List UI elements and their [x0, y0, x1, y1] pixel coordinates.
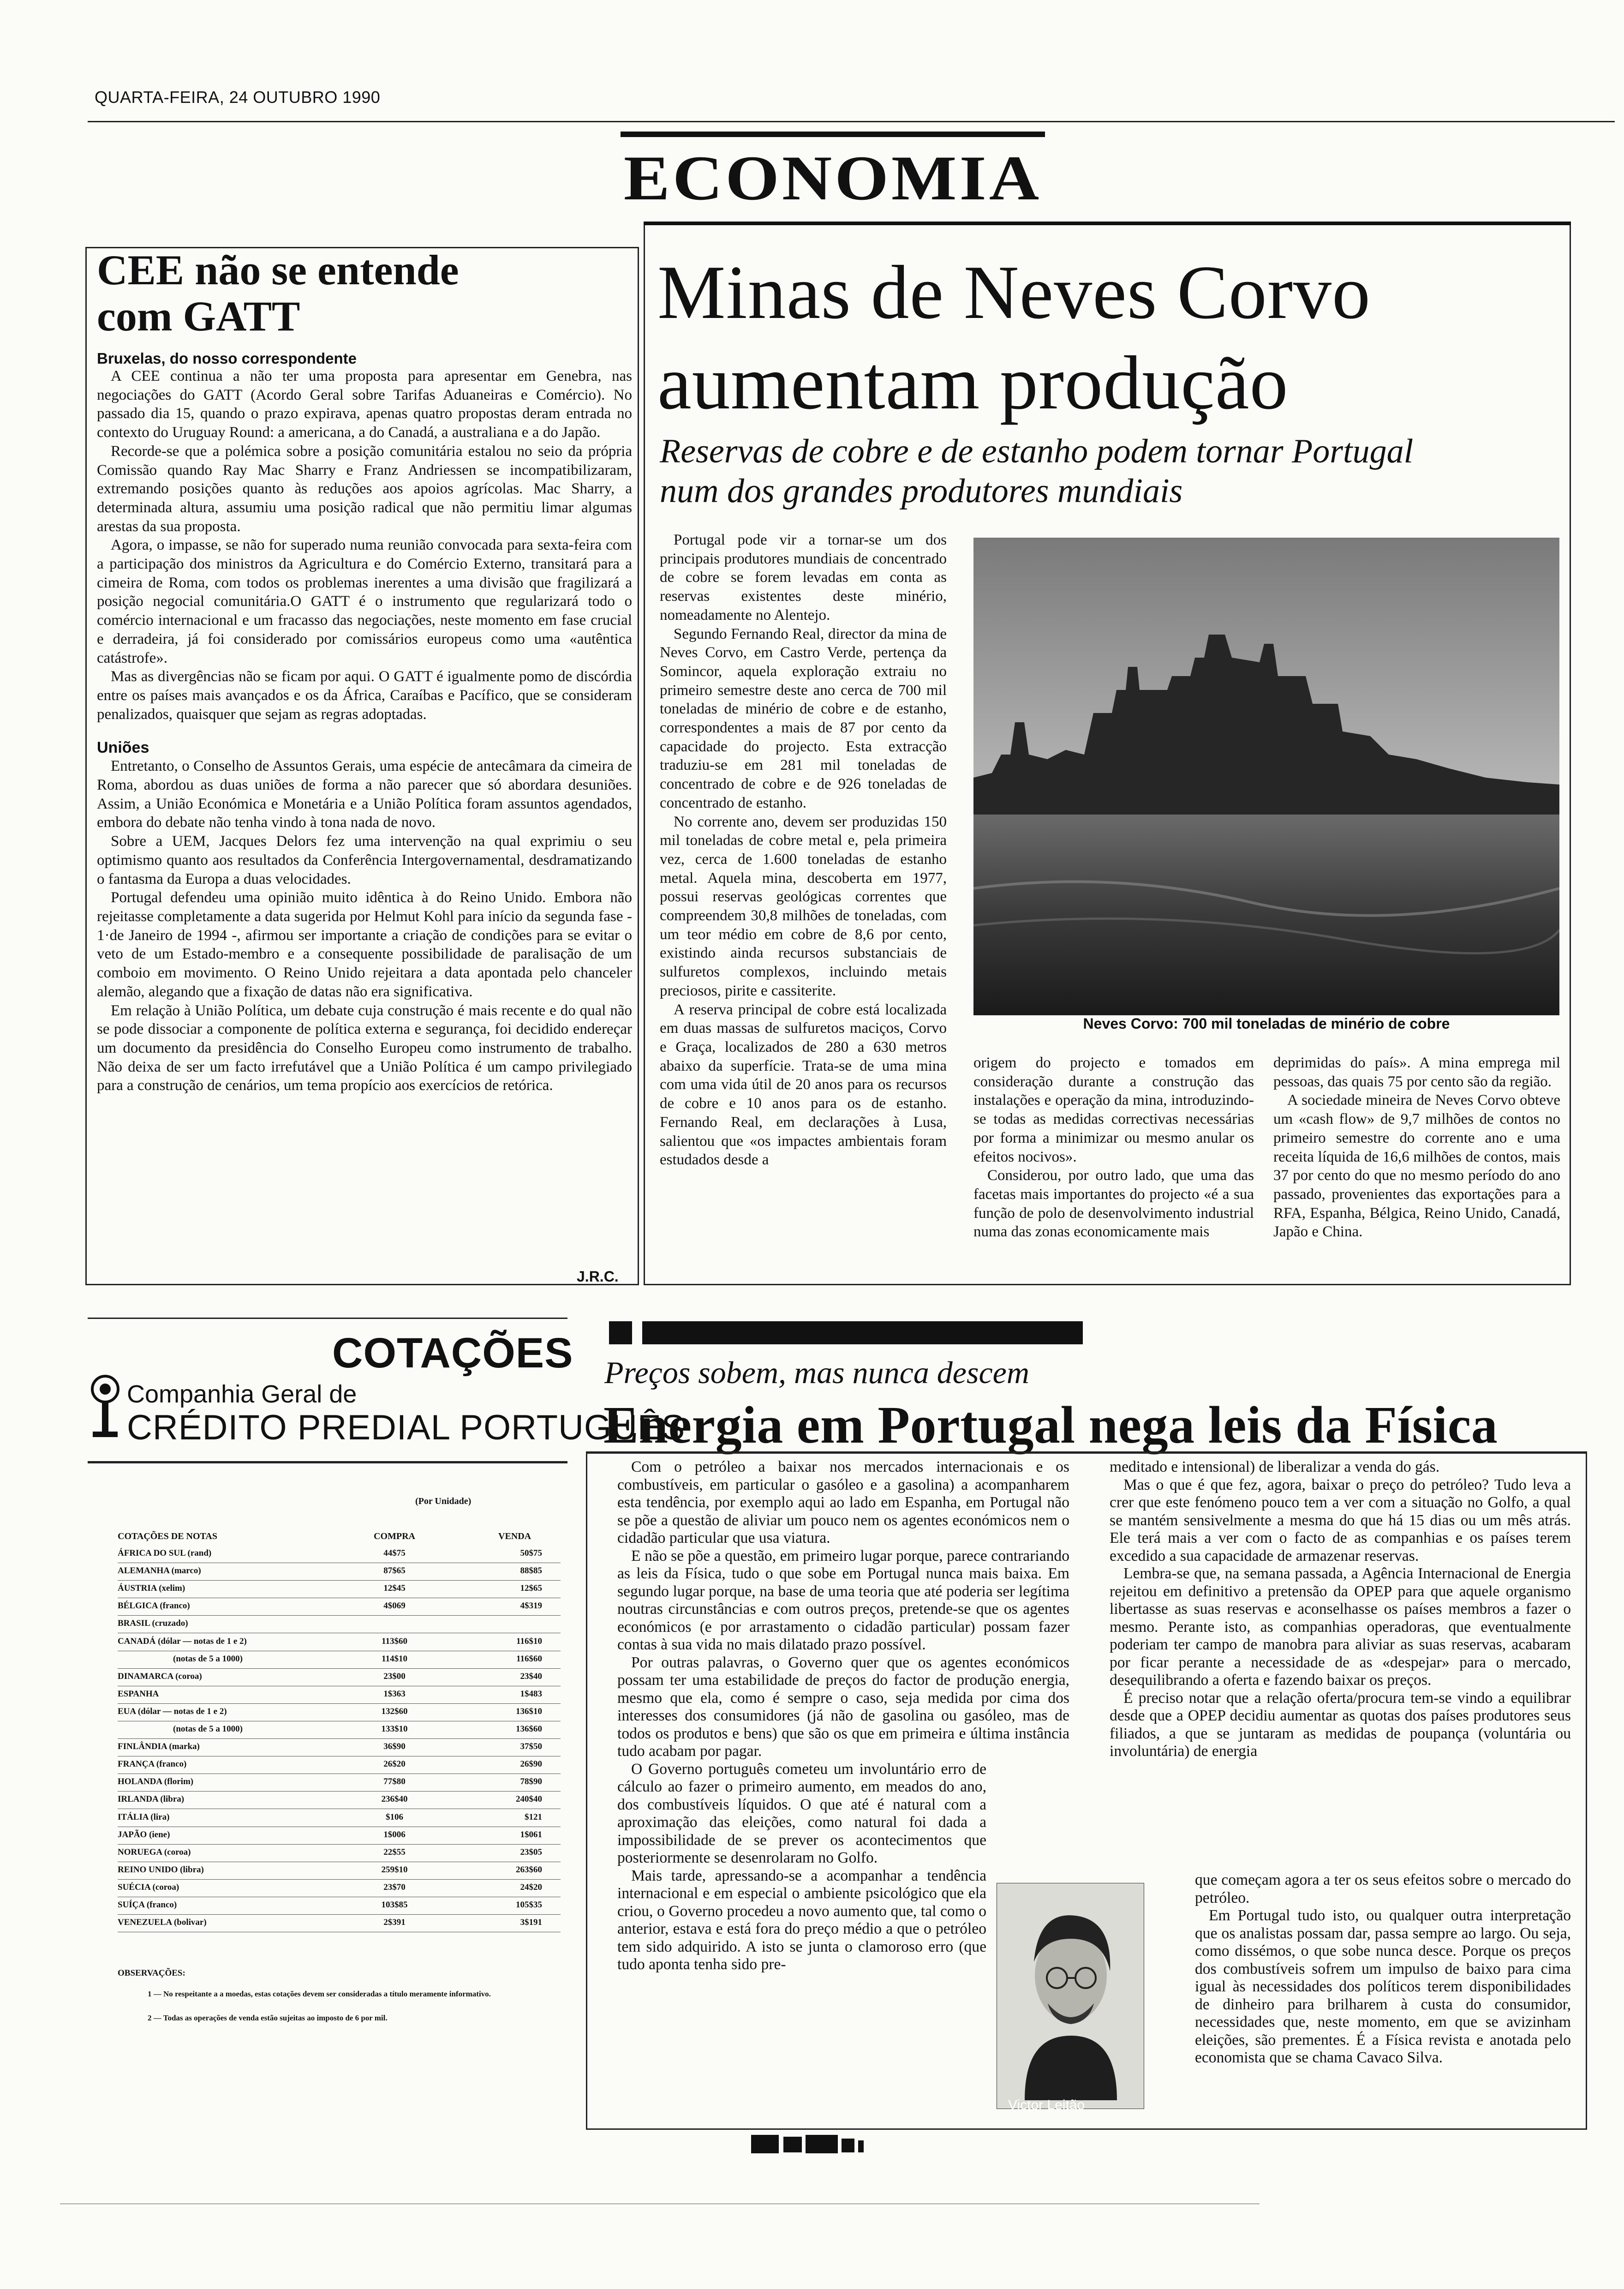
minas-subtitle-line2: num dos grandes produtores mundiais — [660, 472, 1183, 510]
cotacoes-obs-title: OBSERVAÇÕES: — [118, 1968, 185, 1978]
mine-landscape-image — [973, 538, 1559, 1015]
sell-rate: 105$35 — [516, 1900, 542, 1910]
cotacoes-unit-note: (Por Unidade) — [415, 1496, 472, 1506]
sell-rate: 50$75 — [520, 1548, 542, 1558]
currency-name: DINAMARCA (coroa) — [118, 1671, 202, 1681]
currency-name: (notas de 5 a 1000) — [173, 1724, 243, 1734]
energia-bar-square — [609, 1321, 632, 1344]
top-rule — [88, 121, 1615, 122]
buy-rate: 23$00 — [383, 1671, 406, 1681]
energia-paragraph: O Governo português cometeu um involuntário erro de cálculo ao fazer o primeiro aumento, em meados do ano, dos combustíveis líquidos. O que até é natural com a aproximação das eleições, como natural foi dada a impossibilidade de se prever os acontecimentos que posteriormente se desenrolaram no Golfo. — [617, 1760, 986, 1866]
table-row — [118, 1707, 561, 1724]
cee-paragraph: Portugal defendeu uma opinião muito idêntica à do Reino Unido. Embora não rejeitasse completamente a data sugerida por Helmut Kohl para início da segunda fase - 1·de Janeiro de 1994 -, afirmou ser importante a criação de condições para se evitar o veto de um Estado-membro e a consequente possibilidade de paralisação de um comboio em movimento. O Reino Unido rejeitara a data apontada pelo chanceler alemão, alegando que a fixação de datas não era significativa. — [97, 889, 632, 1000]
currency-name: ESPANHA — [118, 1689, 159, 1699]
sell-rate: 23$05 — [520, 1847, 542, 1857]
buy-rate: 114$10 — [382, 1654, 407, 1664]
table-row — [118, 1794, 561, 1812]
table-row — [118, 1654, 561, 1672]
currency-name: SUÉCIA (coroa) — [118, 1882, 179, 1892]
table-row — [118, 1689, 561, 1707]
cee-paragraph: Mas as divergências não se ficam por aqui. O GATT é igualmente pomo de discórdia entre os países mais avançados e os da África, Caraíbas e Pacífico, que se consideram penalizados, quaisquer que sejam as regras adoptadas. — [97, 668, 632, 723]
sell-rate: 23$40 — [520, 1671, 542, 1681]
company-name-line2: CRÉDITO PREDIAL PORTUGUÊS — [127, 1408, 686, 1447]
energia-paragraph: Mais tarde, apressando-se a acompanhar a tendência internacional e em especial o ambiente psicológico que ela criou, o Governo procedeu a novo aumento que, tal como o anterior, estava e está fora do preço médio a que o petróleo tem sido adquirido. A isto se junta o clamoroso erro (que tudo aponta tenha sido pre- — [617, 1867, 986, 1973]
table-row — [118, 1618, 561, 1636]
minas-subtitle-line1: Reservas de cobre e de estanho podem tornar Portugal — [660, 432, 1414, 470]
cee-paragraph: Entretanto, o Conselho de Assuntos Gerais, uma espécie de antecâmara da cimeira de Roma, abordou as duas uniões de forma a não parecer que só abordara desuniões. Assim, a União Económica e Monetária e a União Política foram assuntos agendados, embora do debate não tenha vindo à tona nada de novo. — [97, 758, 632, 831]
author-photo-caption: Victor Leitão — [1008, 2097, 1085, 2113]
buy-rate: 103$85 — [381, 1900, 408, 1910]
sell-rate: 12$65 — [520, 1583, 542, 1594]
buy-rate: 26$20 — [383, 1759, 406, 1769]
buy-rate: 1$006 — [383, 1829, 406, 1840]
table-row — [118, 1759, 561, 1777]
currency-name: FRANÇA (franco) — [118, 1759, 187, 1769]
energia-column-2 — [1110, 1458, 1571, 1761]
section-title: ECONOMIA — [623, 143, 1042, 214]
energia-bar — [642, 1321, 1083, 1344]
cotacoes-title: COTAÇÕES — [332, 1330, 573, 1377]
minas-column-2 — [973, 1054, 1254, 1241]
photo-caption: Neves Corvo: 700 mil toneladas de minério de cobre — [1083, 1015, 1450, 1032]
row-divider — [118, 1738, 561, 1739]
sell-rate: 136$60 — [516, 1724, 542, 1734]
bank-logo-icon — [89, 1371, 121, 1444]
buy-rate: $106 — [386, 1812, 403, 1822]
minas-top-bar — [644, 222, 1571, 225]
buy-rate: 44$75 — [383, 1548, 406, 1558]
minas-paragraph: Portugal pode vir a tornar-se um dos principais produtores mundiais de concentrado de cobre se forem levadas em conta as reservas existentes deste minério, nomeadamente no Alentejo. — [660, 532, 947, 623]
row-divider — [118, 1615, 561, 1616]
table-row — [118, 1777, 561, 1794]
sell-rate: 1$483 — [520, 1689, 542, 1699]
sell-rate: 37$50 — [520, 1742, 542, 1752]
cee-paragraph: Agora, o impasse, se não for superado numa reunião convocada para sexta-feira com a participação dos ministros da Agricultura e do Comércio Externo, transitará para a cimeira de Roma, com todos os problemas inerentes a uma divisão que fragilizará a posição negocial comunitária.O GATT é o instrumento que regularizará todo o comércio internacional e um fracasso das negociações, neste momento em fase crucial e derradeira, já foi considerado por comissários europeus como uma «autêntica catástrofe». — [97, 537, 632, 666]
cotacoes-top-rule — [88, 1318, 567, 1319]
minas-paragraph: Segundo Fernando Real, director da mina de Neves Corvo, em Castro Verde, pertença da Somincor, aquela exploração extraiu no primeiro semestre deste ano cerca de 700 mil toneladas de minério de cobre e de estanho, correspondentes a mais de 87 por cento da capacidade do projecto. Esta extracção traduziu-se em 281 mil toneladas de concentrado de cobre e de 926 toneladas de concentrado de estanho. — [660, 625, 947, 811]
table-row — [118, 1812, 561, 1830]
buy-rate: 132$60 — [381, 1706, 408, 1716]
cotacoes-bottom-rule — [88, 1461, 567, 1463]
minas-column-3 — [1273, 1054, 1560, 1241]
row-divider — [118, 1914, 561, 1915]
cotacoes-col-sell: VENDA — [498, 1531, 531, 1541]
currency-name: BRASIL (cruzado) — [118, 1618, 188, 1629]
energia-kicker: Preços sobem, mas nunca descem — [604, 1355, 1029, 1390]
currency-name: IRLANDA (libra) — [118, 1794, 185, 1804]
sell-rate: 4$319 — [520, 1601, 542, 1611]
currency-name: NORUEGA (coroa) — [118, 1847, 191, 1857]
minas-paragraph: origem do projecto e tomados em consideração durante a construção das instalações e operação da mina, introduzindo-se todas as medidas correctivas necessárias por forma a minimizar ou mesmo anular os efeitos nocivos». — [973, 1055, 1254, 1165]
cee-headline-line1: CEE não se entende — [97, 246, 459, 294]
sell-rate: 24$20 — [520, 1882, 542, 1892]
minas-paragraph: A sociedade mineira de Neves Corvo obteve um «cash flow» de 9,7 milhões de contos no primeiro semestre do corrente ano e uma receita líquida de 16,6 milhões de contos, mais 37 por cento do que no mesmo período do ano passado, provenientes das exportações para a RFA, Espanha, Bélgica, Reino Unido, Canadá, Japão e China. — [1273, 1092, 1560, 1240]
sell-rate: $121 — [525, 1812, 542, 1822]
sell-rate: 116$10 — [516, 1636, 542, 1646]
energia-paragraph: que começam agora a ter os seus efeitos sobre o mercado do petróleo. — [1195, 1871, 1571, 1906]
table-row — [118, 1900, 561, 1917]
sell-rate: 78$90 — [520, 1777, 542, 1787]
buy-rate: 113$60 — [382, 1636, 407, 1646]
currency-name: ÁFRICA DO SUL (rand) — [118, 1548, 212, 1558]
energia-paragraph: E não se põe a questão, em primeiro lugar porque, parece contrariando as leis da Física, tudo o que sobe em Portugal nunca mais baixa. Em segundo lugar porque, na base de uma teoria que até poderia ser legítima noutras circunstâncias e com outros preços, pretende-se que os agentes económicos (e por arrastamento o cidadão particular) possam fazer contas à sua vida no mais dilatado prazo possível. — [617, 1547, 1069, 1653]
buy-rate: 2$391 — [383, 1917, 406, 1928]
energia-paragraph: Mas o que é que fez, agora, baixar o preço do petróleo? Tudo leva a crer que este fenómeno pouco tem a ver com a situação no Golfo, a qual se mantém sensivelmente a mesma do que há 15 dias ou um mês atrás. Ele terá mais a ver com o facto de as companhias e os países terem excedido a sua capacidade de armazenar reservas. — [1110, 1476, 1571, 1564]
buy-rate: 12$45 — [383, 1583, 406, 1594]
table-row — [118, 1583, 561, 1601]
minas-headline-line1: Minas de Neves Corvo — [657, 250, 1371, 335]
author-photo — [997, 1883, 1144, 2109]
minas-headline — [657, 247, 1562, 428]
cee-byline: Bruxelas, do nosso correspondente — [97, 350, 357, 367]
energia-paragraph: Por outras palavras, o Governo quer que os agentes económicos possam ter uma estabilidade de preços do factor de produção energia, mesmo que ela, como é sempre o caso, seja medida por cima dos interesses dos consumidores (já não de gasolina ou gasóleo, mas de todos os produtos e bens) que são os que em primeira e última instância tudo acabam por pagar. — [617, 1654, 1069, 1760]
row-divider — [118, 1580, 561, 1581]
row-divider — [118, 1844, 561, 1845]
buy-rate: 22$55 — [383, 1847, 406, 1857]
cee-paragraph: Em relação à União Política, um debate cuja construção é mais recente e do qual não se pode dissociar a componente de política externa e segurança, foi decidido endereçar um documento da presidência do Conselho Europeu como instrumento de trabalho. Não deixa de ser um facto irrefutável que a União Política é um campo privilegiado para a construção de cenários, um tema propício aos exercícios de retórica. — [97, 1002, 632, 1094]
minas-headline-line2: aumentam produção — [657, 340, 1289, 425]
cee-headline — [97, 247, 581, 339]
buy-rate: 87$65 — [383, 1566, 406, 1576]
sell-rate: 26$90 — [520, 1759, 542, 1769]
minas-paragraph: No corrente ano, devem ser produzidas 150 mil toneladas de cobre metal e, pela primeira vez, cerca de 1.600 toneladas de estanho metal. Aquela mina, descoberta em 1977, possui reservas geológicas correntes que compreendem 30,8 milhões de toneladas, com um teor médio em cobre de 8,6 por cento, existindo ainda recursos substanciais de sulfuretos complexos, incluindo metais preciosos, pirite e cassiterite. — [660, 813, 947, 999]
currency-name: EUA (dólar — notas de 1 e 2) — [118, 1706, 227, 1716]
currency-name: (notas de 5 a 1000) — [173, 1654, 243, 1664]
minas-column-1 — [660, 531, 947, 1169]
sell-rate: 240$40 — [516, 1794, 542, 1804]
minas-paragraph: A reserva principal de cobre está localizada em duas massas de sulfuretos maciços, Corvo e Graça, localizados de 280 a 630 metros abaixo da superfície. Trata-se de uma mina com uma vida útil de 20 anos para os recursos de cobre e 10 anos para os de estanho. Fernando Real, em declarações à Lusa, salientou que «os impactes ambientais foram estudados desde a — [660, 1001, 947, 1168]
cotacoes-col-buy: COMPRA — [374, 1531, 415, 1541]
currency-name: ALEMANHA (marco) — [118, 1566, 201, 1576]
footer-logo-icon — [751, 2132, 885, 2155]
currency-name: JAPÃO (iene) — [118, 1829, 170, 1840]
neves-corvo-photo — [973, 538, 1559, 1015]
currency-name: SUÍÇA (franco) — [118, 1900, 177, 1910]
row-divider — [118, 1879, 561, 1880]
row-divider — [118, 1703, 561, 1704]
currency-name: ITÁLIA (lira) — [118, 1812, 170, 1822]
buy-rate: 77$80 — [383, 1777, 406, 1787]
table-row — [118, 1566, 561, 1583]
currency-name: REINO UNIDO (libra) — [118, 1864, 204, 1875]
buy-rate: 23$70 — [383, 1882, 406, 1892]
table-row — [118, 1636, 561, 1654]
table-row — [118, 1882, 561, 1900]
table-row — [118, 1742, 561, 1759]
dateline: QUARTA-FEIRA, 24 OUTUBRO 1990 — [95, 88, 381, 107]
row-divider — [118, 1668, 561, 1669]
energia-paragraph: Com o petróleo a baixar nos mercados internacionais e os combustíveis, em particular o gasóleo e a gasolina) a acompanharem esta tendência, por exemplo aqui ao lado em Espanha, em Portugal não se põe a questão de aliviar um pouco nem os agentes económicos nem o cidadão particular que usa viatura. — [617, 1458, 1069, 1546]
buy-rate: 133$10 — [381, 1724, 408, 1734]
cee-subhead: Uniões — [97, 739, 149, 757]
sell-rate: 1$061 — [520, 1829, 542, 1840]
table-row — [118, 1830, 561, 1847]
energia-paragraph: Lembra-se que, na semana passada, a Agência Internacional de Energia rejeitou em definitivo a pretensão da OPEP para que aquele organismo libertasse as suas reservas e aconselhasse os países membros a fazer o mesmo. Perante isto, as companhias operadoras, que eventualmente poderiam ter campo de manobra para aliviar as suas reservas, acabaram por ficar perante a necessidade de as «despejar» para o mercado, desequilibrando a oferta e fazendo baixar os preços. — [1110, 1565, 1571, 1689]
currency-name: BÉLGICA (franco) — [118, 1601, 190, 1611]
currency-name: HOLANDA (florim) — [118, 1777, 194, 1787]
energia-column-2b — [1195, 1871, 1571, 2067]
table-row — [118, 1672, 561, 1689]
sell-rate: 3$191 — [520, 1917, 542, 1928]
sell-rate: 136$10 — [516, 1706, 542, 1716]
buy-rate: 4$069 — [383, 1601, 406, 1611]
cee-paragraph: Sobre a UEM, Jacques Delors fez uma intervenção na qual exprimiu o seu optimismo quanto aos resultados da Conferência Intergovernamental, desdramatizando o fantasma da Europa a duas velocidades. — [97, 833, 632, 887]
table-row — [118, 1847, 561, 1865]
buy-rate: 259$10 — [381, 1864, 408, 1875]
cotacoes-note: 1 — No respeitante a a moedas, estas cotações devem ser consideradas a título meramente informativo. — [148, 1989, 491, 1998]
section-bar — [621, 132, 1045, 137]
energia-paragraph: Em Portugal tudo isto, ou qualquer outra interpretação que os analistas possam dar, passa sempre ao largo. Ou seja, como dissémos, o que sobe nunca desce. Porque os preços dos combustíveis sofrem um impulso de baixo para cima igual às necessidades dos políticos terem disponibilidades de dinheiro para brilharem à custa do consumidor, necessidades que, neste momento, em que se avizinham eleições, são prementes. É a Física revista e anotada pelo economista que se chama Cavaco Silva. — [1195, 1907, 1571, 2066]
energia-headline: Energia em Portugal nega leis da Física — [603, 1396, 1498, 1454]
cee-body — [97, 367, 632, 1095]
table-row — [118, 1724, 561, 1742]
cee-paragraph: A CEE continua a não ter uma proposta para apresentar em Genebra, nas negociações do GATT (Acordo Geral sobre Tarifas Aduaneiras e Comércio). No passado dia 15, quando o prazo expirava, apenas quatro propostas deram entrada no contexto do Uruguay Round: a americana, a do Canadá, a australiana e a do Japão. — [97, 368, 632, 441]
table-row — [118, 1548, 561, 1566]
cee-signature: J.R.C. — [577, 1268, 619, 1285]
buy-rate: 1$363 — [383, 1689, 406, 1699]
table-row — [118, 1865, 561, 1882]
currency-name: FINLÂNDIA (marka) — [118, 1742, 200, 1752]
sell-rate: 88$85 — [520, 1566, 542, 1576]
sell-rate: 116$60 — [516, 1654, 542, 1664]
currency-name: ÁUSTRIA (xelim) — [118, 1583, 185, 1594]
table-row — [118, 1917, 561, 1935]
minas-paragraph: Considerou, por outro lado, que uma das facetas mais importantes do projecto «é a sua função de polo de desenvolvimento industrial numa das zonas economicamente mais — [973, 1167, 1254, 1240]
buy-rate: 36$90 — [383, 1742, 406, 1752]
sell-rate: 263$60 — [516, 1864, 542, 1875]
energia-paragraph: meditado e intensional) de liberalizar a venda do gás. — [1110, 1458, 1440, 1475]
buy-rate: 236$40 — [381, 1794, 408, 1804]
row-divider — [118, 1791, 561, 1792]
cotacoes-note: 2 — Todas as operações de venda estão sujeitas ao imposto de 6 por mil. — [148, 2013, 388, 2022]
cee-paragraph: Recorde-se que a polémica sobre a posição comunitária estalou no seio da própria Comissão quando Ray Mac Sharry e Franz Andriessen se incompatibilizaram, extremando posições quanto às reduções aos apoios agrícolas. Mac Sharry, a determinada altura, assumiu uma posição radical que não permitiu limar algumas arestas da sua proposta. — [97, 443, 632, 535]
table-row — [118, 1601, 561, 1618]
energia-paragraph: É preciso notar que a relação oferta/procura tem-se vindo a equilibrar desde que a OPEP decidiu aumentar as quotas dos países produtores seus filiados, a que se juntaram as medidas de poupança (voluntária ou involuntária) de energia — [1110, 1689, 1571, 1760]
company-name-line1: Companhia Geral de — [127, 1380, 357, 1408]
minas-paragraph: deprimidas do país». A mina emprega mil pessoas, das quais 75 por cento são da região. — [1273, 1055, 1560, 1090]
currency-name: VENEZUELA (bolivar) — [118, 1917, 207, 1928]
cotacoes-col-label: COTAÇÕES DE NOTAS — [118, 1531, 217, 1541]
cee-headline-line2: com GATT — [97, 293, 300, 340]
minas-subtitle — [660, 431, 1536, 511]
currency-name: CANADÁ (dólar — notas de 1 e 2) — [118, 1636, 247, 1646]
